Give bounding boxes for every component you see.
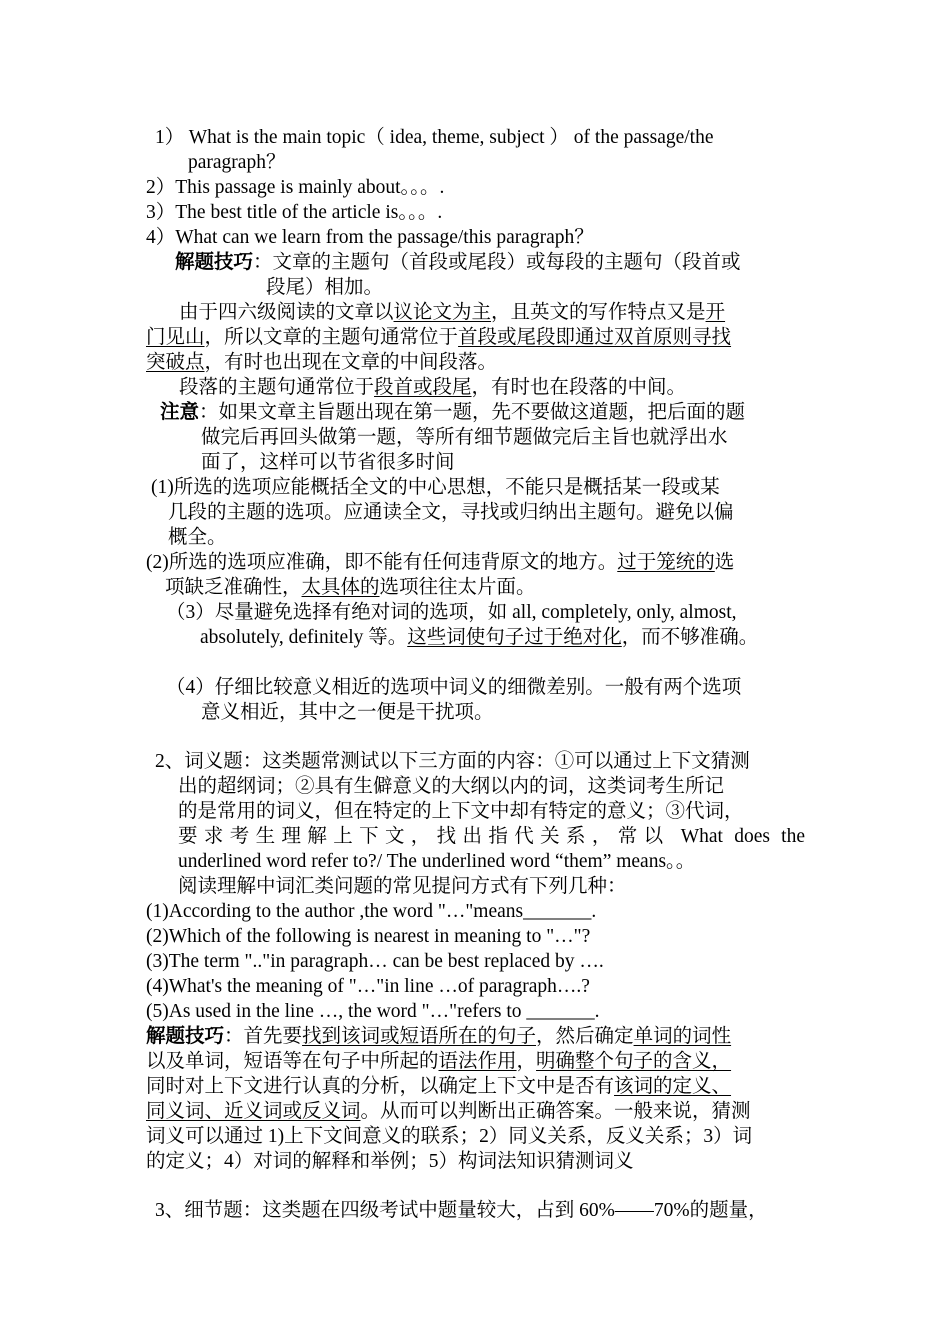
example-question-1: (1)According to the author ,the word "…"means_______.: [146, 901, 597, 922]
example-question-5: (5)As used in the line …, the word "…"refers to _______.: [146, 1001, 600, 1022]
point-4-line-1: （4）仔细比较意义相近的选项中词义的细微差别。一般有两个选项: [166, 677, 742, 698]
section-2-line-2: 出的超纲词；②具有生僻意义的大纲以内的词，这类词考生所记: [178, 776, 725, 797]
underlined-text: 议论文为主: [393, 302, 492, 323]
underlined-text: 同义词、近义词或反义词: [146, 1101, 361, 1122]
underlined-text: 找到该词或短语所在的句子: [302, 1026, 537, 1047]
text-run: 以及单词，短语等在句子中所起的: [146, 1051, 439, 1072]
underlined-text: 门见山: [146, 327, 205, 348]
note-line-2: 做完后再回头做第一题，等所有细节题做完后主旨也就浮出水: [201, 427, 728, 448]
example-question-4: (4)What's the meaning of "…"in line …of paragraph….?: [146, 976, 590, 997]
point-2-line-1: [146, 551, 734, 576]
underlined-text: 段首或段尾: [374, 377, 472, 398]
underlined-text: 开: [705, 302, 726, 323]
para-2: [179, 376, 686, 401]
point-4-line-2: 意义相近，其中之一便是干扰项。: [201, 702, 494, 723]
point-1-line-2: 几段的主题的选项。应通读全文，寻找或归纳出主题句。避免以偏: [168, 502, 734, 523]
question-4: 4）What can we learn from the passage/this paragraph？: [146, 227, 594, 248]
tip-1-text: ：文章的主题句（首段或尾段）或每段的主题句（段首或: [253, 252, 741, 273]
question-1-line-2: paragraph？: [188, 152, 286, 173]
tip-1-line-1: [175, 251, 741, 276]
text-run: ，有时也出现在文章的中间段落。: [204, 352, 498, 373]
section-2-line-6: 阅读理解中词汇类问题的常见提问方式有下列几种：: [178, 876, 627, 897]
point-1-line-1: (1)所选的选项应能概括全文的中心思想，不能只是概括某一段或某: [151, 477, 720, 498]
text-run: 选项往往太片面。: [379, 577, 536, 598]
text-run: ，有时也在段落的中间。: [471, 377, 687, 398]
underlined-text: 明确整个句子的含义，: [536, 1051, 732, 1072]
text-run: 同时对上下文进行认真的分析，以确定上下文中是否有: [146, 1076, 615, 1097]
text-run: ，然后确定: [536, 1026, 634, 1047]
text-run: absolutely, definitely 等。: [200, 627, 408, 648]
text-run: ，且英文的写作特点又是: [491, 302, 706, 323]
tip-2-line-5: 词义可以通过 1)上下文间意义的联系；2）同义关系，反义关系；3）词: [146, 1126, 753, 1147]
underlined-text: 太具体的: [301, 577, 380, 598]
note-text: ：如果文章主旨题出现在第一题，先不要做这道题，把后面的题: [199, 402, 746, 423]
question-1-line-1: 1） What is the main topic（ idea, theme, subject ） of the passage/the: [155, 127, 714, 148]
question-3: 3）The best title of the article is。。。.: [146, 202, 443, 223]
section-2-line-5: underlined word refer to?/ The underlined word “them” means。。: [178, 851, 696, 872]
example-question-2: (2)Which of the following is nearest in meaning to "…"?: [146, 926, 591, 947]
underlined-text: 过于笼统的: [617, 552, 715, 573]
text-run: 。从而可以判断出正确答案。一般来说，猜测: [360, 1101, 751, 1122]
point-3-line-2: [200, 626, 758, 651]
example-question-3: (3)The term ".."in paragraph… can be best replaced by ….: [146, 951, 604, 972]
section-2-line-1: 2、词义题：这类题常测试以下三方面的内容：①可以通过上下文猜测: [155, 751, 750, 772]
note-label: 注意: [160, 402, 200, 423]
text-run: (2)所选的选项应准确，即不能有任何违背原文的地方。: [146, 552, 618, 573]
tip-2-line-4: [146, 1100, 751, 1125]
tip-2-line-6: 的定义；4）对词的解释和举例；5）构词法知识猜测词义: [146, 1151, 634, 1172]
text-run: ：首先要: [224, 1026, 303, 1047]
underlined-text: 这些词使句子过于绝对化: [407, 627, 622, 648]
section-3-line-1: 3、细节题：这类题在四级考试中题量较大，占到 60%——70%的题量，: [155, 1200, 768, 1221]
para-1-line-3: [146, 351, 497, 376]
text-run: 选: [714, 552, 735, 573]
tip-1-line-2: 段尾）相加。: [266, 277, 384, 298]
underlined-text: 首段或尾段即通过双首原则寻找: [458, 327, 732, 348]
underlined-text: 单词的词性: [633, 1026, 732, 1047]
para-1-line-2: [146, 326, 731, 351]
question-2: 2）This passage is mainly about。。。.: [146, 177, 445, 198]
point-3-line-1: （3）尽量避免选择有绝对词的选项，如 all, completely, only, almost,: [166, 602, 737, 623]
text-run: 项缺乏准确性，: [165, 577, 302, 598]
tip-2-line-3: [146, 1075, 731, 1100]
point-1-line-3: 概全。: [168, 527, 227, 548]
note-line-1: [160, 401, 745, 426]
note-line-3: 面了，这样可以节省很多时间: [201, 452, 455, 473]
tip-2-line-2: [146, 1050, 731, 1075]
text-run: 由于四六级阅读的文章以: [179, 302, 394, 323]
text-run: ，: [516, 1051, 537, 1072]
underlined-text: 突破点: [146, 352, 205, 373]
tip-1-label: 解题技巧: [175, 252, 254, 273]
para-1-line-1: [179, 301, 725, 326]
underlined-text: 语法作用: [438, 1051, 517, 1072]
section-2-line-3: 的是常用的词义，但在特定的上下文中却有特定的意义；③代词，: [178, 801, 744, 822]
text-run: 段落的主题句通常位于: [179, 377, 375, 398]
tip-2-line-1: [146, 1025, 731, 1050]
underlined-text: 该词的定义、: [614, 1076, 732, 1097]
text-run: ，而不够准确。: [621, 627, 759, 648]
section-2-line-4: 要求考生理解上下文，找出指代关系，常以 What does the: [178, 826, 805, 847]
tip-2-label: 解题技巧: [146, 1026, 225, 1047]
text-run: ，所以文章的主题句通常位于: [204, 327, 459, 348]
point-2-line-2: [165, 576, 536, 601]
